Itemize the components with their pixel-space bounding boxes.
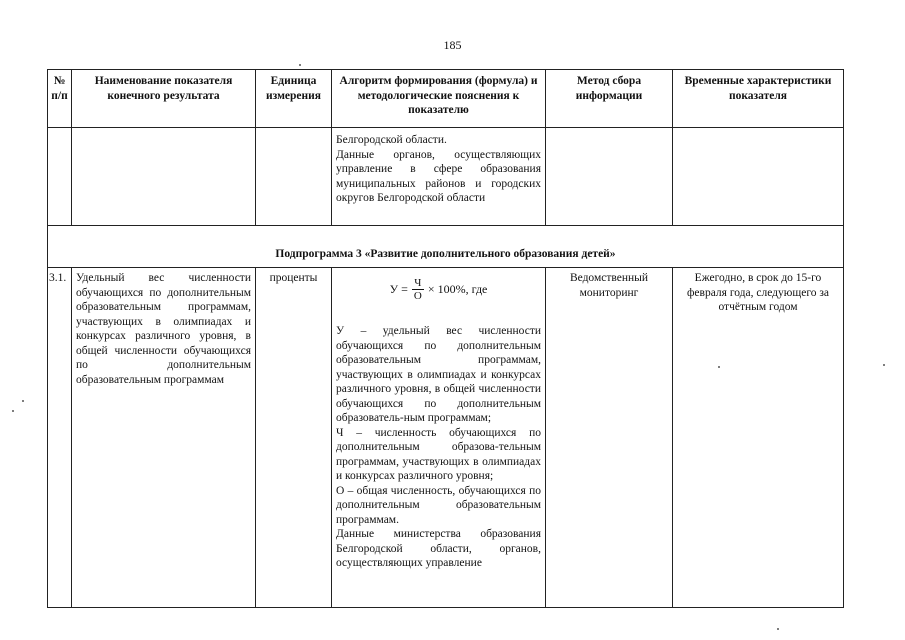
formula-lhs: У = [389, 282, 408, 297]
formula-denominator: О [413, 290, 422, 302]
scan-speck [299, 64, 301, 66]
cont-algorithm-line: Белгородской области. [336, 134, 447, 146]
row-num: 3.1. [48, 268, 72, 608]
header-time: Временные характеристики показателя [673, 70, 844, 128]
formula-numerator: Ч [414, 277, 422, 289]
cont-unit-cell [256, 128, 332, 226]
subprogram-title: Подпрограмма 3 «Развитие дополнительного образования детей» [48, 226, 844, 268]
indicators-table [47, 69, 844, 608]
algorithm-line: Ч – численность обучающихся по дополнительным образова-тельным программам, участвующих в олимпиадах и конкурсах различного уровня; [336, 426, 541, 482]
algorithm-line: Данные министерства образования Белгородской области, органов, осуществляющих управление [336, 528, 541, 569]
cont-algorithm-line: Данные органов, осуществляющих управление в сфере образования муниципальных районов и городских округов Белгородской области [336, 148, 541, 204]
page-number: 185 [443, 38, 462, 52]
scan-speck [22, 400, 24, 402]
formula-rhs: × 100%, где [427, 282, 488, 297]
header-algorithm: Алгоритм формирования (формула) и методологические пояснения к показателю [332, 70, 546, 128]
scan-speck [12, 410, 14, 412]
header-num: № п/п [48, 70, 72, 128]
row-time: Ежегодно, в срок до 15-го февраля года, следующего за отчётным годом [673, 268, 844, 608]
header-method: Метод сбора информации [546, 70, 673, 128]
row-method: Ведомственный мониторинг [546, 268, 673, 608]
subprogram-row [48, 226, 844, 268]
row-name: Удельный вес численности обучающихся по дополнительным образовательным программам, участвующих в олимпиадах и конкурсах различного уровня, в общей численности обучающихся по дополнительным образовательным программам [72, 268, 256, 608]
formula-fraction [412, 277, 424, 302]
cont-time-cell [673, 128, 844, 226]
algorithm-line: О – общая численность, обучающихся по дополнительным образовательным программам. [336, 484, 541, 526]
continuation-row [48, 128, 844, 226]
algorithm-line: У – удельный вес численности обучающихся по дополнительным образовательным программам, участвующих в олимпиадах и конкурсах различного уровня, в общей численности обучающихся по дополнительным образователь-ным программам; [336, 325, 541, 424]
formula [336, 277, 541, 302]
cont-name-cell [72, 128, 256, 226]
header-unit: Единица измерения [256, 70, 332, 128]
table-header-row [48, 70, 844, 128]
row-unit: проценты [256, 268, 332, 608]
scan-speck [777, 628, 779, 630]
row-algorithm [332, 268, 546, 608]
scan-speck [883, 364, 885, 366]
header-name: Наименование показателя конечного результата [72, 70, 256, 128]
cont-num-cell [48, 128, 72, 226]
cont-method-cell [546, 128, 673, 226]
cont-algorithm-cell [332, 128, 546, 226]
scan-speck [718, 366, 720, 368]
table-row [48, 268, 844, 608]
